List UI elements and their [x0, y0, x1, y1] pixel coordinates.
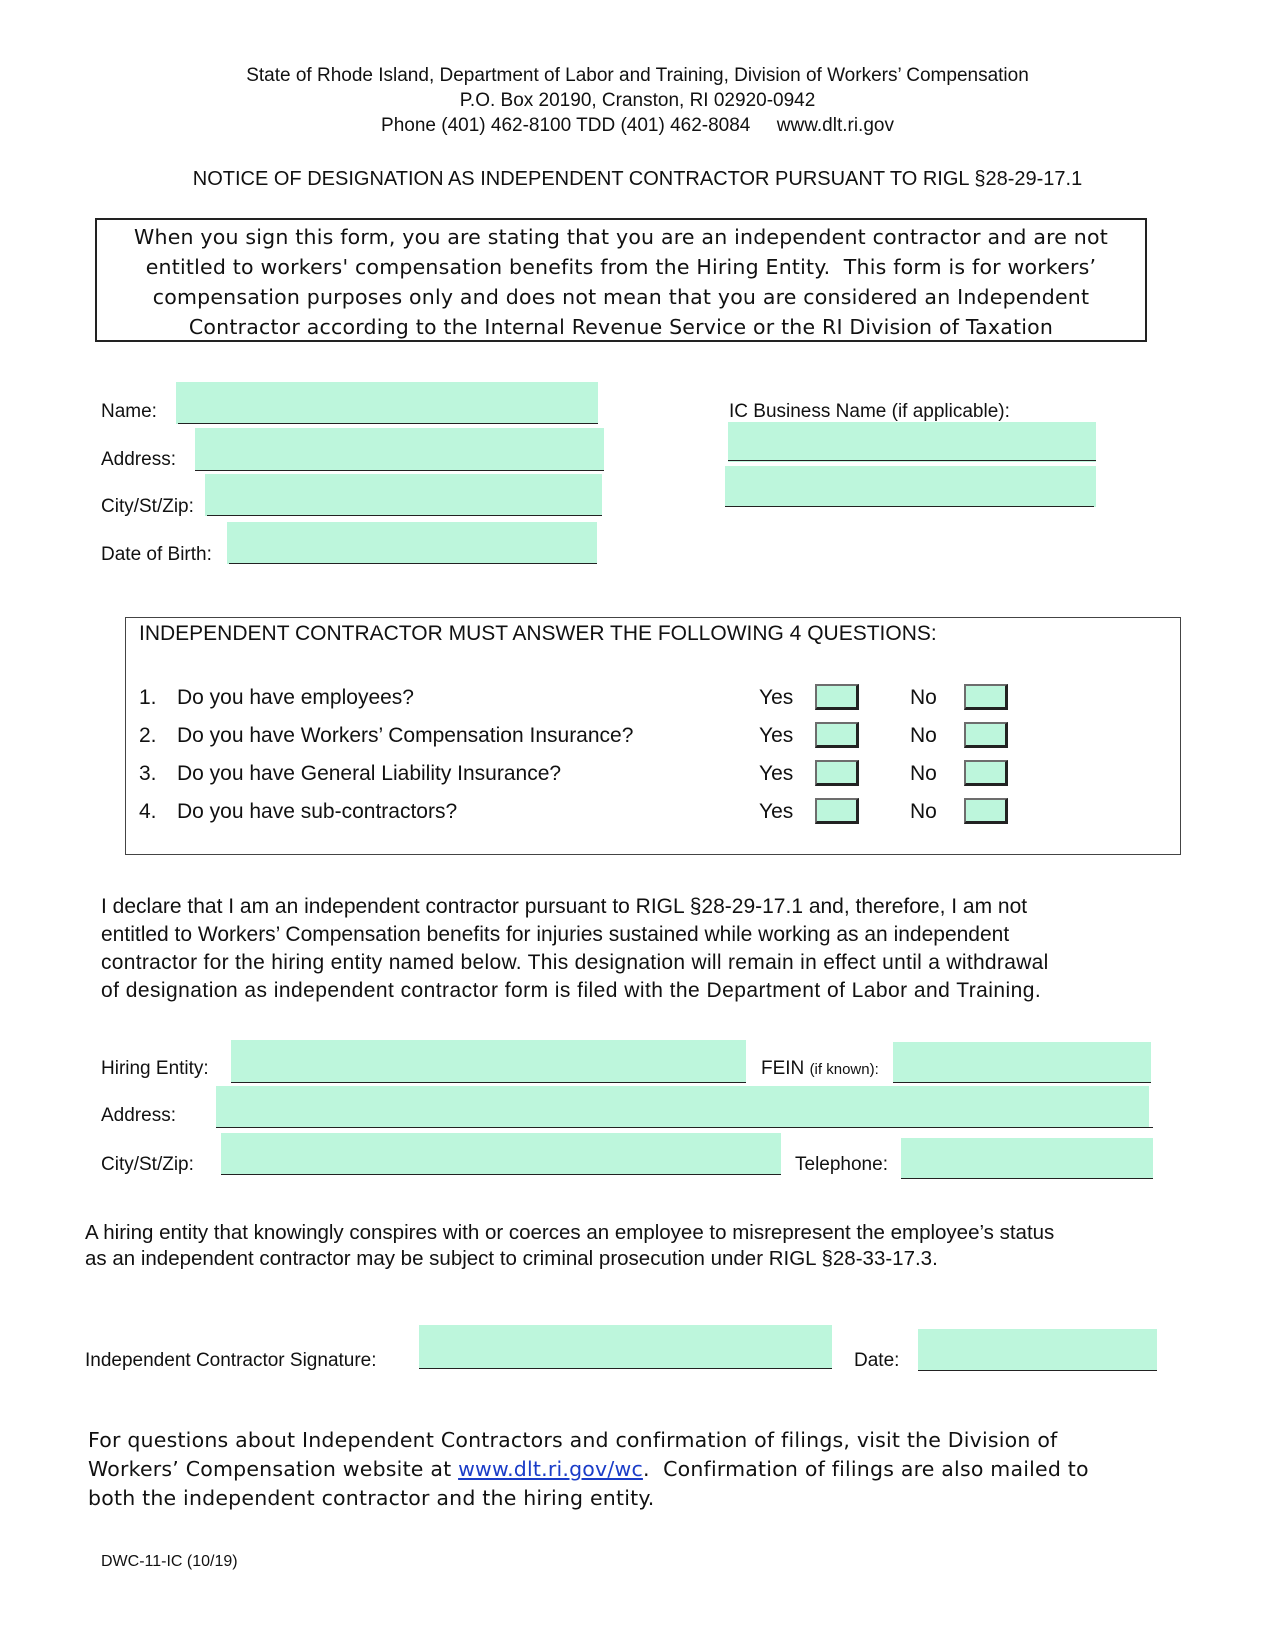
form-code: DWC-11-IC (10/19) [101, 1553, 238, 1570]
hiring-city-underline [221, 1174, 781, 1175]
business-name-label: IC Business Name (if applicable): [729, 401, 1010, 422]
q3-yes-checkbox[interactable] [815, 760, 859, 786]
question-text: Do you have Workers’ Compensation Insurance? [177, 724, 634, 747]
no-label: No [910, 762, 937, 785]
telephone-label: Telephone: [795, 1154, 888, 1175]
declaration-line: contractor for the hiring entity named below. This designation will remain in effect until a withdrawal [101, 951, 1049, 974]
telephone-field[interactable] [901, 1138, 1153, 1179]
fein-label [761, 1058, 879, 1080]
footer-info [88, 1426, 1188, 1513]
notice-line: When you sign this form, you are stating that you are an independent contractor and are not [134, 225, 1108, 249]
fein-underline [893, 1082, 1151, 1083]
declaration-text [101, 893, 1181, 1005]
fein-note: (if known): [809, 1061, 879, 1078]
fein-label-text: FEIN [761, 1058, 805, 1079]
q3-no-checkbox[interactable] [964, 760, 1008, 786]
question-text: Do you have employees? [177, 686, 414, 709]
question-number: 2. [139, 724, 157, 747]
q2-yes-checkbox[interactable] [815, 722, 859, 748]
q1-no-checkbox[interactable] [964, 684, 1008, 710]
business-name-field-2[interactable] [725, 466, 1096, 507]
contact-line: Phone (401) 462-8100 TDD (401) 462-8084 www.dlt.ri.gov [381, 115, 894, 136]
business-name-field[interactable] [728, 422, 1096, 462]
no-label: No [910, 724, 937, 747]
name-field[interactable] [176, 382, 598, 424]
questions-box [125, 617, 1181, 855]
declaration-line: I declare that I am an independent contractor pursuant to RIGL §28-29-17.1 and, therefore, I am not [101, 895, 1028, 918]
yes-label: Yes [759, 686, 794, 709]
date-label: Date: [854, 1350, 900, 1371]
address-label: Address: [101, 449, 176, 470]
wc-website-link[interactable]: www.dlt.ri.gov/wc [458, 1457, 643, 1481]
warning-line: A hiring entity that knowingly conspires with or coerces an employee to misrepresent the employee’s status [85, 1221, 1055, 1244]
footer-text: . Confirmation of filings are also mailed to [642, 1457, 1089, 1481]
question-text: Do you have sub-contractors? [177, 800, 458, 823]
q4-no-checkbox[interactable] [964, 798, 1008, 824]
business-name-underline [728, 460, 1096, 461]
city-label: City/St/Zip: [101, 496, 194, 517]
signature-field[interactable] [419, 1325, 832, 1369]
address-line: P.O. Box 20190, Cranston, RI 02920-0942 [459, 90, 816, 111]
footer-line [88, 1455, 1188, 1484]
yes-label: Yes [759, 724, 794, 747]
notice-box [95, 218, 1147, 342]
hiring-address-field[interactable] [216, 1086, 1149, 1128]
notice-line: Contractor according to the Internal Revenue Service or the RI Division of Taxation [188, 315, 1054, 339]
questions-title: INDEPENDENT CONTRACTOR MUST ANSWER THE FOLLOWING 4 QUESTIONS: [139, 622, 937, 645]
q4-yes-checkbox[interactable] [815, 798, 859, 824]
signature-label: Independent Contractor Signature: [85, 1350, 377, 1371]
hiring-entity-field[interactable] [231, 1040, 746, 1083]
declaration-line: entitled to Workers’ Compensation benefits for injuries sustained while working as an independent [101, 923, 1010, 946]
signature-underline [419, 1368, 832, 1369]
question-number: 4. [139, 800, 157, 823]
form-title: NOTICE OF DESIGNATION AS INDEPENDENT CONTRACTOR PURSUANT TO RIGL §28-29-17.1 [192, 168, 1083, 190]
notice-line: entitled to workers' compensation benefits from the Hiring Entity. This form is for workers’ [145, 255, 1097, 279]
q2-no-checkbox[interactable] [964, 722, 1008, 748]
address-field[interactable] [195, 428, 604, 471]
business-name-underline-2 [725, 506, 1094, 507]
question-number: 3. [139, 762, 157, 785]
declaration-line: of designation as independent contractor form is filed with the Department of Labor and Training. [101, 979, 1042, 1002]
yes-label: Yes [759, 762, 794, 785]
no-label: No [910, 800, 937, 823]
hiring-city-field[interactable] [221, 1133, 781, 1175]
footer-line: For questions about Independent Contractors and confirmation of filings, visit the Division of [88, 1428, 1058, 1452]
name-label: Name: [101, 401, 157, 422]
date-field[interactable] [918, 1329, 1157, 1371]
city-field[interactable] [205, 474, 602, 516]
q1-yes-checkbox[interactable] [815, 684, 859, 710]
no-label: No [910, 686, 937, 709]
notice-line: compensation purposes only and does not mean that you are considered an Independent [152, 285, 1090, 309]
name-underline [178, 423, 598, 424]
warning-text [85, 1220, 1054, 1272]
hiring-address-label: Address: [101, 1105, 176, 1126]
hiring-city-label: City/St/Zip: [101, 1154, 194, 1175]
fein-field[interactable] [893, 1042, 1151, 1083]
question-text: Do you have General Liability Insurance? [177, 762, 562, 785]
hiring-entity-label: Hiring Entity: [101, 1058, 209, 1079]
date-underline [918, 1370, 1157, 1371]
hiring-address-underline [216, 1127, 1153, 1128]
warning-line: as an independent contractor may be subject to criminal prosecution under RIGL §28-33-17.3. [85, 1247, 938, 1270]
dob-field[interactable] [227, 522, 597, 564]
telephone-underline [901, 1178, 1153, 1179]
footer-text: Workers’ Compensation website at [88, 1457, 459, 1481]
city-underline [207, 515, 602, 516]
address-underline [195, 470, 604, 471]
dob-label: Date of Birth: [101, 544, 212, 565]
hiring-entity-underline [231, 1082, 746, 1083]
dob-underline [229, 563, 597, 564]
yes-label: Yes [759, 800, 794, 823]
agency-line: State of Rhode Island, Department of Labor and Training, Division of Workers’ Compensation [246, 65, 1029, 86]
footer-line: both the independent contractor and the hiring entity. [88, 1486, 655, 1510]
question-number: 1. [139, 686, 157, 709]
